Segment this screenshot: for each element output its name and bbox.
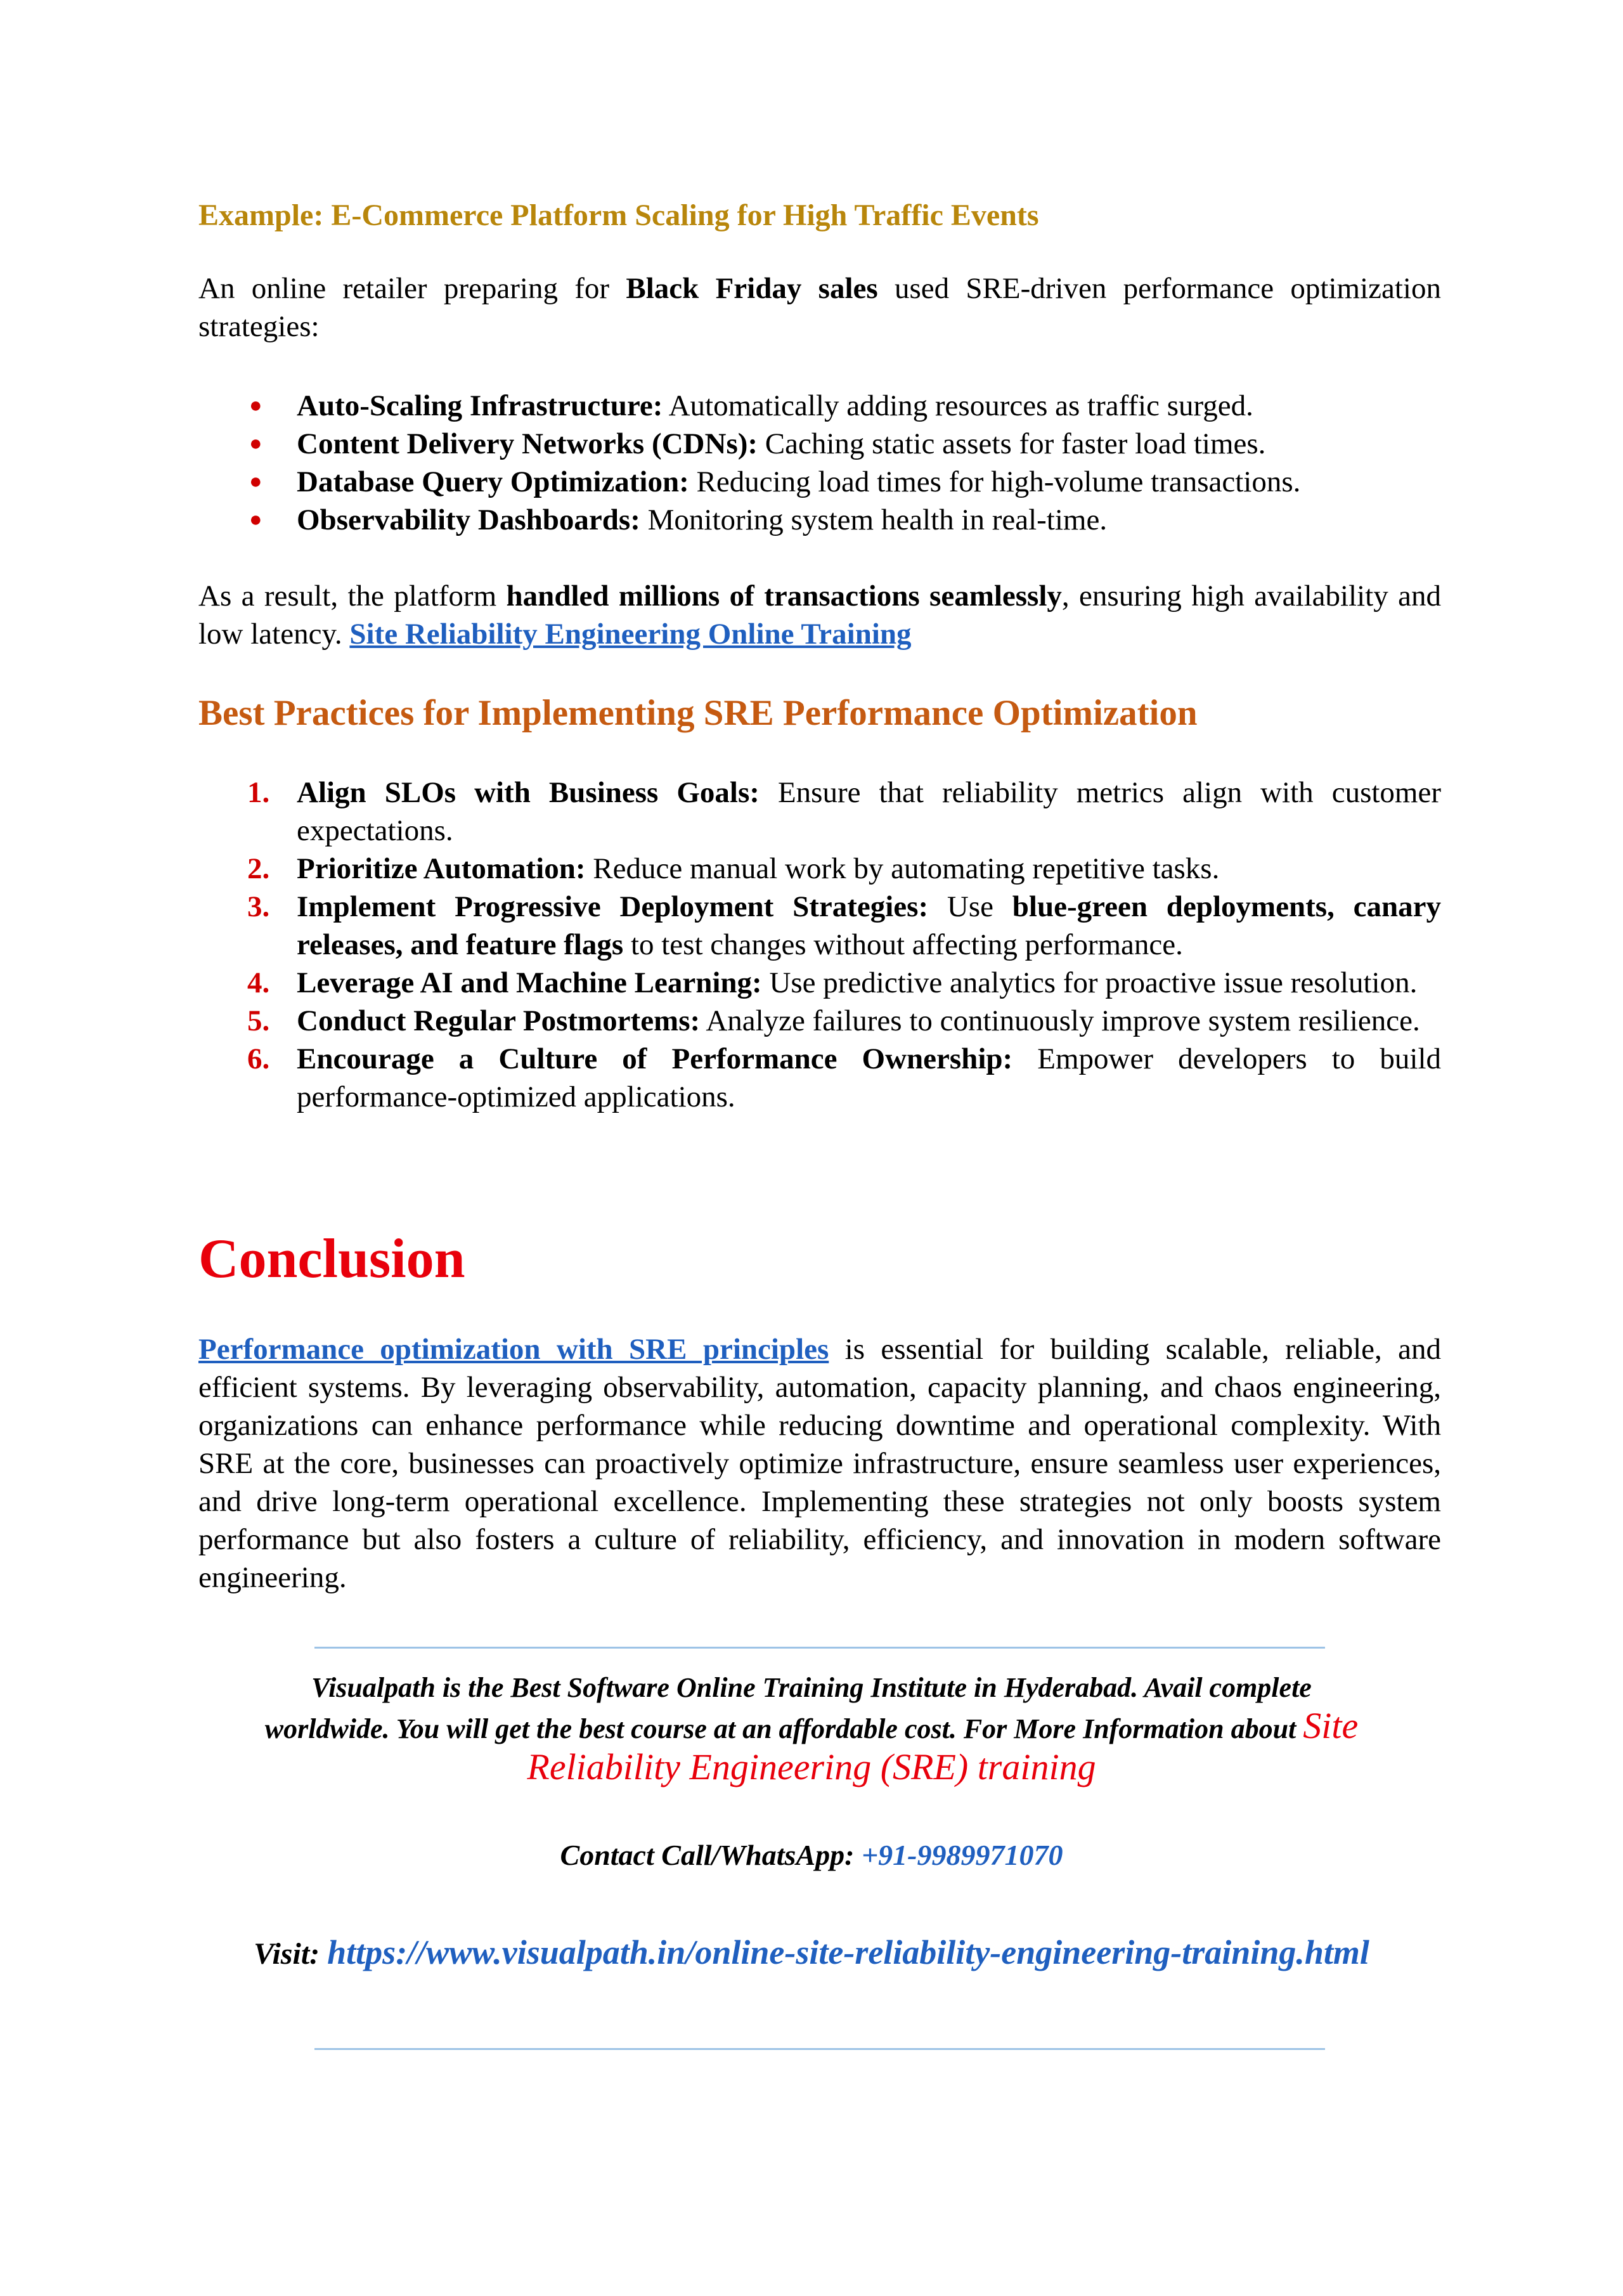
list-item: ● Observability Dashboards: Monitoring system health in real-time.	[198, 501, 1441, 539]
list-item: 2. Prioritize Automation: Reduce manual work by automating repetitive tasks.	[247, 852, 1220, 885]
phone-number-link[interactable]: +91-9989971070	[861, 1839, 1063, 1871]
list-item: 1. Align SLOs with Business Goals: Ensure that reliability metrics align with customer expectations.	[247, 776, 1441, 847]
bullet-icon: ●	[249, 394, 262, 417]
footer-info: Visualpath is the Best Software Online Training Institute in Hyderabad. Avail complete worldwide. You will get the best course at an affordable cost. For More Information about Site Reliability Engineering (SRE) training	[264, 1672, 1359, 1787]
bullet-icon: ●	[249, 432, 262, 455]
footer-bottom-divider	[314, 2048, 1325, 2050]
website-link[interactable]: https://www.visualpath.in/online-site-reliability-engineering-training.html	[327, 1933, 1369, 1971]
conclusion-paragraph: Performance optimization with SRE principles is essential for building scalable, reliable, and efficient systems. By leveraging observability, automation, capacity planning, and chaos engineering, organizations can enhance performance while reducing downtime and operational complexity. With SRE at the core, businesses can proactively optimize infrastructure, ensure seamless user experiences, and drive long-term operational excellence. Implementing these strategies not only boosts system performance but also fosters a culture of reliability, efficiency, and innovation in modern software engineering.	[198, 1333, 1441, 1594]
footer-contact: Contact Call/WhatsApp: +91-9989971070	[560, 1839, 1063, 1871]
list-item: 6. Encourage a Culture of Performance Ownership: Empower developers to build performance-optimized applications.	[247, 1042, 1441, 1113]
list-item: ● Content Delivery Networks (CDNs): Caching static assets for faster load times.	[198, 425, 1441, 463]
example-result: As a result, the platform handled millions of transactions seamlessly, ensuring high availability and low latency. Site Reliability Engineering Online Training	[198, 580, 1441, 651]
example-bullet-list	[198, 387, 1441, 539]
list-item: 3. Implement Progressive Deployment Strategies: Use blue-green deployments, canary releases, and feature flags to test changes without affecting performance.	[247, 890, 1442, 961]
bullet-icon: ●	[249, 470, 262, 493]
best-practices-heading: Best Practices for Implementing SRE Performance Optimization	[198, 693, 1198, 733]
best-practices-list	[198, 774, 1441, 1116]
conclusion-heading: Conclusion	[198, 1228, 465, 1290]
example-heading: Example: E-Commerce Platform Scaling for High Traffic Events	[198, 198, 1039, 232]
footer-visit: Visit: https://www.visualpath.in/online-site-reliability-engineering-training.html	[254, 1933, 1369, 1971]
list-item: 4. Leverage AI and Machine Learning: Use predictive analytics for proactive issue resolution.	[247, 966, 1418, 999]
bullet-icon: ●	[249, 508, 262, 531]
sre-principles-link[interactable]: Performance optimization with SRE principles	[198, 1333, 829, 1366]
list-item: 5. Conduct Regular Postmortems: Analyze failures to continuously improve system resilience.	[247, 1004, 1420, 1037]
footer-top-divider	[314, 1647, 1325, 1649]
example-intro: An online retailer preparing for Black Friday sales used SRE-driven performance optimization strategies:	[198, 272, 1441, 343]
list-item: ● Database Query Optimization: Reducing load times for high-volume transactions.	[198, 463, 1441, 501]
sre-training-link[interactable]: Site Reliability Engineering Online Training	[349, 618, 912, 651]
list-item: ● Auto-Scaling Infrastructure: Automatically adding resources as traffic surged.	[198, 387, 1441, 425]
sre-course-link[interactable]: Site Reliability Engineering (SRE) training	[527, 1705, 1359, 1787]
